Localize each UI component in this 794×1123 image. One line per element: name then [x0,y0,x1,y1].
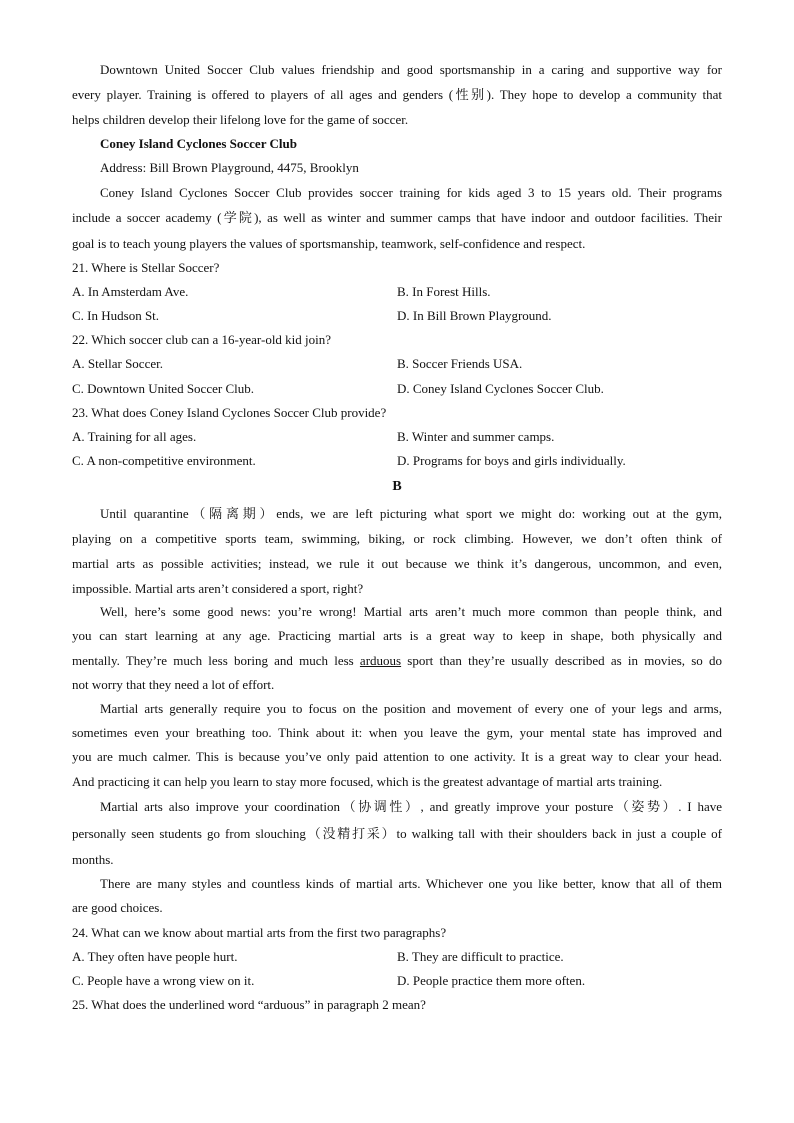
paragraph-2-line-2: you can start learning at any age. Practicing martial arts is a great way to keep in shape, both physically and [72,628,722,643]
downtown-desc-line-1: Downtown United Soccer Club values friendship and good sportsmanship in a caring and supportive way for [100,62,722,77]
paragraph-3-line-3: you are much calmer. This is because you’ve only paid attention to one activity. It is a great way to clear your head. [72,749,722,764]
paragraph-1-line-2: playing on a competitive sports team, swimming, biking, or rock climbing. However, we don’t often think of [72,531,722,546]
paragraph-1-line-3: martial arts as possible activities; instead, we rule it out because we think it’s dangerous, uncommon, and even, [72,556,722,571]
option-b: B. They are difficult to practice. [397,949,564,964]
option-d: D. In Bill Brown Playground. [397,308,552,323]
text-before-underline: mentally. They’re much less boring and much less [72,653,360,668]
option-a: A. Training for all ages. [72,429,197,444]
paragraph-3-line-2: sometimes even your breathing too. Think about it: when you leave the gym, your mental state has improved and [72,725,722,740]
paragraph-2-line-4: not worry that they need a lot of effort. [72,677,275,692]
option-b: B. In Forest Hills. [397,284,491,299]
club-name-heading: Coney Island Cyclones Soccer Club [100,136,297,151]
paragraph-4-line-1: Martial arts also improve your coordination（协调性）, and greatly improve your posture（姿势）. I have [100,799,722,814]
paragraph-3-line-4: And practicing it can help you learn to stay more focused, which is the greatest advantage of martial arts training. [72,774,663,789]
question-stem: 24. What can we know about martial arts from the first two paragraphs? [72,925,447,940]
section-title: B [392,479,402,494]
club-desc-line-3: goal is to teach young players the values of sportsmanship, teamwork, self-confidence and respect. [72,236,586,251]
paragraph-1-line-1: Until quarantine（隔离期）ends, we are left picturing what sport we might do: working out at the gym, [100,506,722,521]
downtown-desc-line-3: helps children develop their lifelong love for the game of soccer. [72,112,409,127]
option-b: B. Winter and summer camps. [397,429,555,444]
paragraph-5-line-1: There are many styles and countless kinds of martial arts. Whichever one you like better, know that all of them [100,876,722,891]
paragraph-4-line-3: months. [72,852,114,867]
option-b: B. Soccer Friends USA. [397,356,523,371]
club-address: Address: Bill Brown Playground, 4475, Brooklyn [100,160,359,175]
option-c: C. In Hudson St. [72,308,160,323]
option-d: D. Programs for boys and girls individually. [397,453,626,468]
question-stem: 22. Which soccer club can a 16-year-old kid join? [72,332,332,347]
paragraph-2-line-3 [72,652,722,670]
option-a: A. In Amsterdam Ave. [72,284,189,299]
text-after-underline: sport than they’re usually described as in movies, so do [401,653,722,668]
option-a: A. They often have people hurt. [72,949,238,964]
option-c: C. A non-competitive environment. [72,453,256,468]
club-desc-line-1: Coney Island Cyclones Soccer Club provides soccer training for kids aged 3 to 15 years old. Their programs [100,185,722,200]
downtown-desc-line-2: every player. Training is offered to players of all ages and genders (性别). They hope to develop a community that [72,87,722,102]
option-c: C. Downtown United Soccer Club. [72,381,254,396]
underlined-word: arduous [359,653,402,668]
club-desc-line-2: include a soccer academy (学院), as well as winter and summer camps that have indoor and outdoor facilities. Their [72,210,722,225]
paragraph-4-line-2: personally seen students go from slouching（没精打采）to walking tall with their shoulders back in just a couple of [72,826,722,841]
question-stem: 23. What does Coney Island Cyclones Soccer Club provide? [72,405,387,420]
paragraph-3-line-1: Martial arts generally require you to focus on the position and movement of every one of your legs and arms, [100,701,722,716]
option-d: D. People practice them more often. [397,973,586,988]
paragraph-5-line-2: are good choices. [72,900,163,915]
option-a: A. Stellar Soccer. [72,356,163,371]
paragraph-2-line-1: Well, here’s some good news: you’re wrong! Martial arts aren’t much more common than people think, and [100,604,722,619]
paragraph-1-line-4: impossible. Martial arts aren’t considered a sport, right? [72,581,364,596]
question-stem: 21. Where is Stellar Soccer? [72,260,220,275]
option-d: D. Coney Island Cyclones Soccer Club. [397,381,604,396]
question-stem: 25. What does the underlined word “arduous” in paragraph 2 mean? [72,997,426,1012]
option-c: C. People have a wrong view on it. [72,973,255,988]
